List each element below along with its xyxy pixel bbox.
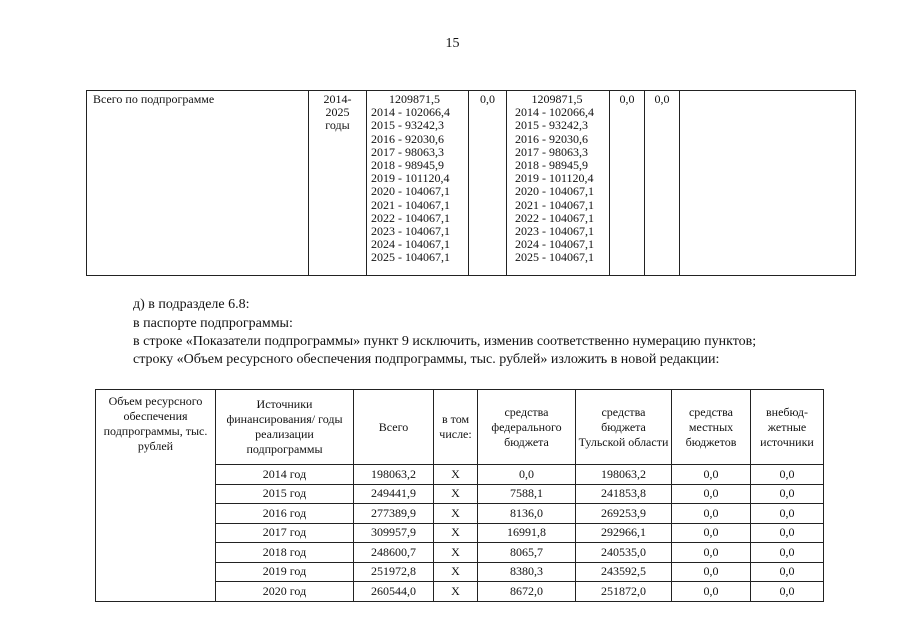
year-cell: 2018 год [216,543,354,563]
extrabudget-cell: 0,0 [751,484,824,504]
header-including: в том числе: [434,390,478,465]
extrabudget-cell: 0,0 [751,562,824,582]
total-cell: 249441,9 [354,484,434,504]
extrabudget-cell: 0,0 [751,465,824,485]
regional-cell: 292966,1 [576,523,672,543]
page-number: 15 [445,36,460,51]
regional-year-value: 2017 - 98063,3 [515,144,588,159]
local-cell: 0,0 [672,523,751,543]
regional-cell: 240535,0 [576,543,672,563]
including-cell: X [434,484,478,504]
local-cell: 0,0 [672,582,751,602]
paragraph-passport: в паспорте подпрограммы: [133,316,293,331]
federal-value: 0,0 [480,92,495,106]
year-cell: 2020 год [216,582,354,602]
total-label: Всего по подпрограмме [93,92,215,106]
year-cell: 2017 год [216,523,354,543]
total-cell: 260544,0 [354,582,434,602]
regional-year-value: 2018 - 98945,9 [515,158,588,173]
total-year-value: 2020 - 104067,1 [371,184,450,199]
year-cell: 2014 год [216,465,354,485]
regional-cell: 241853,8 [576,484,672,504]
regional-year-value: 2015 - 93242,3 [515,118,588,133]
extrabudget-cell: 0,0 [751,504,824,524]
total-cell: 248600,7 [354,543,434,563]
extrabudget-cell: 0,0 [751,582,824,602]
resource-label: Объем ресурсного обеспечения подпрограммы, тыс. рублей [103,394,208,453]
regional-year-value: 2024 - 104067,1 [515,237,594,252]
including-cell: X [434,504,478,524]
regional-year-value: 2023 - 104067,1 [515,224,594,239]
regional-year-value: 2022 - 104067,1 [515,210,594,225]
federal-cell: 8065,7 [478,543,576,563]
extrabudget-cell: 0,0 [751,543,824,563]
local-cell: 0,0 [672,562,751,582]
paragraph-resources: строку «Объем ресурсного обеспечения подпрограммы, тыс. рублей» изложить в новой редакции: [133,352,720,367]
total-year-value: 2016 - 92030,6 [371,131,444,146]
federal-cell: 8380,3 [478,562,576,582]
paragraph-indicators: в строке «Показатели подпрограммы» пункт 9 исключить, изменив соответственно нумерацию пунктов; [133,334,757,349]
total-label-cell [87,91,309,275]
local-cell: 0,0 [672,543,751,563]
total-year-value: 2015 - 93242,3 [371,118,444,133]
total-cell: 251972,8 [354,562,434,582]
federal-cell: 8136,0 [478,504,576,524]
total-year-value: 2018 - 98945,9 [371,158,444,173]
total-cell: 309957,9 [354,523,434,543]
regional-cell: 198063,2 [576,465,672,485]
extrabudget-cell [645,91,680,275]
empty-cell [680,91,855,275]
header-federal: средства федерального бюджета [478,390,576,465]
total-year-value: 2024 - 104067,1 [371,237,450,252]
including-cell: X [434,562,478,582]
total-year-value: 2021 - 104067,1 [371,197,450,212]
federal-cell: 0,0 [478,465,576,485]
including-cell: X [434,582,478,602]
header-extrabudget: внебюд-жетные источники [751,390,824,465]
total-sum: 1209871,5 [389,92,440,106]
regional-year-value: 2019 - 101120,4 [515,171,594,186]
regional-year-value: 2014 - 102066,4 [515,105,594,120]
year-cell: 2015 год [216,484,354,504]
federal-cell: 16991,8 [478,523,576,543]
total-cell: 198063,2 [354,465,434,485]
period-cell [309,91,367,275]
period-line: 2014- [323,92,352,106]
header-row [96,390,824,465]
extrabudget-cell: 0,0 [751,523,824,543]
regional-year-value: 2020 - 104067,1 [515,184,594,199]
total-year-value: 2017 - 98063,3 [371,144,444,159]
total-cell: 277389,9 [354,504,434,524]
including-cell: X [434,523,478,543]
federal-cell: 8672,0 [478,582,576,602]
year-cell: 2019 год [216,562,354,582]
total-year-value: 2014 - 102066,4 [371,105,450,120]
period-line: 2025 [325,105,350,120]
local-cell: 0,0 [672,465,751,485]
header-regional: средства бюджета Тульской области [576,390,672,465]
federal-cell [469,91,507,275]
local-value: 0,0 [619,92,635,106]
local-cell [610,91,645,275]
resource-table [95,389,824,602]
total-year-value: 2023 - 104067,1 [371,224,450,239]
including-cell: X [434,465,478,485]
year-cell: 2016 год [216,504,354,524]
resource-label-cell [96,390,216,602]
subprogram-total-table [86,90,856,276]
federal-cell: 7588,1 [478,484,576,504]
regional-year-value: 2021 - 104067,1 [515,197,594,212]
local-cell: 0,0 [672,504,751,524]
regional-cell: 251872,0 [576,582,672,602]
total-year-value: 2019 - 101120,4 [371,171,450,186]
header-local: средства местных бюджетов [672,390,751,465]
total-values-cell [367,91,469,275]
regional-year-value: 2016 - 92030,6 [515,131,588,146]
regional-values-cell [507,91,610,275]
regional-sum: 1209871,5 [531,92,583,106]
header-total: Всего [354,390,434,465]
total-year-value: 2022 - 104067,1 [371,210,450,225]
regional-cell: 269253,9 [576,504,672,524]
local-cell: 0,0 [672,484,751,504]
paragraph-subsection: д) в подразделе 6.8: [133,297,250,312]
period-line: годы [325,118,350,133]
including-cell: X [434,543,478,563]
total-year-value: 2025 - 104067,1 [371,250,450,265]
regional-cell: 243592,5 [576,562,672,582]
regional-year-value: 2025 - 104067,1 [515,250,594,265]
header-sources: Источники финансирования/ годы реализации подпрограммы [216,390,354,465]
extrabudget-value: 0,0 [654,92,670,106]
